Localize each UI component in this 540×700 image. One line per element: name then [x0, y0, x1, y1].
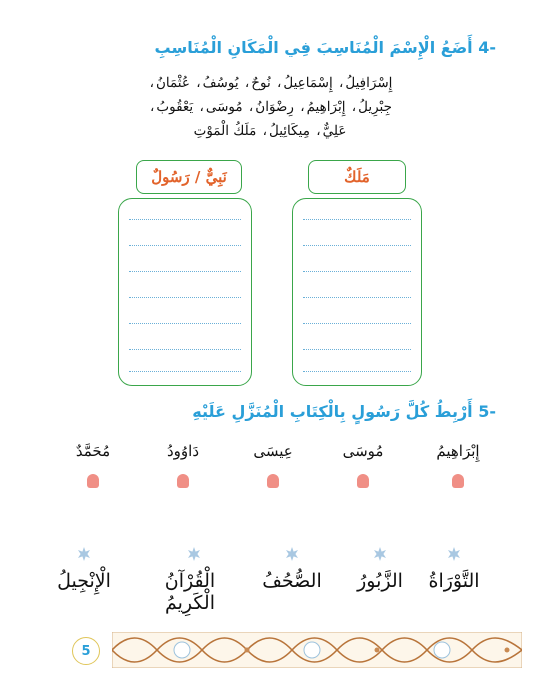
prophet-box-label: نَبِيٌّ / رَسُولٌ — [136, 160, 242, 194]
connect-star-icon[interactable] — [187, 547, 201, 561]
q5-title-row — [192, 402, 496, 421]
book-zabur: الزَّبُورُ — [357, 570, 403, 592]
connect-pin[interactable] — [177, 474, 189, 488]
connect-pin[interactable] — [267, 474, 279, 488]
connect-star-icon[interactable] — [77, 547, 91, 561]
answer-line — [303, 219, 411, 220]
connect-pin[interactable] — [87, 474, 99, 488]
page-number: 5 — [72, 637, 100, 665]
book-suhuf: الصُّحُفُ — [262, 570, 322, 592]
q4-title-row — [155, 38, 496, 57]
q4-number: -4 — [478, 38, 496, 57]
name-item: إِبْرَاهِيمُ — [306, 99, 346, 115]
prophet-ibrahim: إِبْرَاهِيمُ — [436, 442, 480, 460]
name-item: إِسْرَافِيلُ — [345, 75, 393, 91]
answer-line — [303, 271, 411, 272]
ornamental-border-icon — [112, 632, 522, 668]
names-line-3: عَلِيٌّ، مِيكَائِيلُ، مَلَكُ الْمَوْتِ — [193, 123, 347, 139]
names-line-1: إِسْرَافِيلُ، إِسْمَاعِيلُ، نُوحٌ، يُوسُفُ، عُثْمَانُ، — [149, 75, 393, 91]
answer-line — [129, 297, 241, 298]
name-item: يُوسُفُ — [202, 75, 239, 91]
connect-star-icon[interactable] — [373, 547, 387, 561]
name-item: مُوسَى — [205, 99, 243, 115]
name-item: رِضْوَانُ — [255, 99, 294, 115]
connect-star-icon[interactable] — [285, 547, 299, 561]
name-item: عَلِيٌّ — [322, 123, 347, 139]
answer-line — [303, 371, 411, 372]
angel-box-label: مَلَكٌ — [308, 160, 406, 194]
answer-line — [303, 349, 411, 350]
book-tawrah: التَّوْرَاةُ — [428, 570, 480, 592]
name-item: جِبْرِيلُ — [358, 99, 392, 115]
prophet-isa: عِيسَى — [253, 442, 293, 460]
names-line-2: جِبْرِيلُ، إِبْرَاهِيمُ، رِضْوَانُ، مُوسَى، يَعْقُوبُ، — [150, 99, 392, 115]
answer-line — [129, 271, 241, 272]
prophet-musa: مُوسَى — [342, 442, 384, 460]
name-item: مِيكَائِيلُ — [269, 123, 310, 139]
prophet-dawud: دَاوُودُ — [166, 442, 199, 460]
connect-pin[interactable] — [357, 474, 369, 488]
q5-title: أَرْبِطُ كُلَّ رَسُولٍ بِالْكِتَابِ الْمُنَزَّلِ عَلَيْهِ — [192, 402, 473, 421]
answer-line — [303, 323, 411, 324]
prophet-muhammad: مُحَمَّدٌ — [75, 442, 111, 460]
answer-line — [303, 245, 411, 246]
name-item: مَلَكُ الْمَوْتِ — [193, 123, 257, 139]
q4-title: أَضَعُ الْإِسْمَ الْمُنَاسِبَ فِي الْمَكَانِ الْمُنَاسِبِ — [154, 38, 473, 57]
name-item: عُثْمَانُ — [155, 75, 190, 91]
connect-pin[interactable] — [452, 474, 464, 488]
answer-line — [303, 297, 411, 298]
name-item: يَعْقُوبُ — [156, 99, 194, 115]
connect-star-icon[interactable] — [447, 547, 461, 561]
answer-line — [129, 219, 241, 220]
answer-line — [129, 323, 241, 324]
prophet-answer-box[interactable] — [118, 198, 252, 386]
book-injil: الْإِنْجِيلُ — [57, 570, 111, 592]
book-quran: الْقُرْآنُ الْكَرِيمُ — [164, 570, 216, 614]
name-item: إِسْمَاعِيلُ — [283, 75, 333, 91]
answer-line — [129, 245, 241, 246]
q5-number: -5 — [478, 402, 496, 421]
answer-line — [129, 349, 241, 350]
answer-line — [129, 371, 241, 372]
name-item: نُوحٌ — [251, 75, 271, 91]
angel-answer-box[interactable] — [292, 198, 422, 386]
